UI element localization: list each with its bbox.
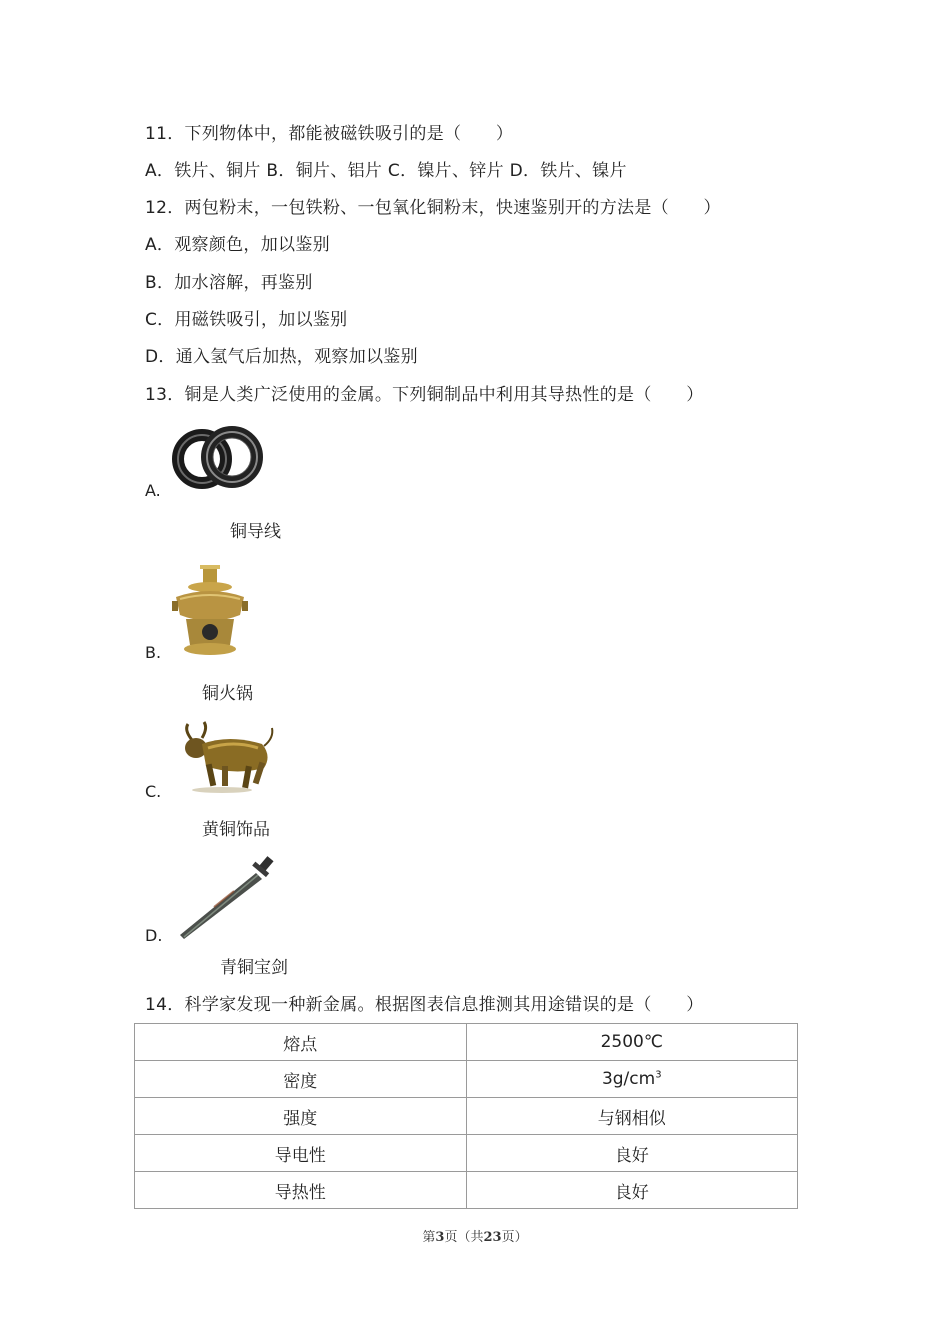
property-name: 导热性 — [135, 1172, 467, 1209]
question-13-option-d-caption: 青铜宝剑 — [220, 958, 288, 978]
footer-total-pages: 23 — [483, 1230, 502, 1245]
question-11-options: A．铁片、铜片 B．铜片、铝片 C．镍片、锌片 D．铁片、镍片 — [145, 161, 627, 181]
question-13-option-a-caption: 铜导线 — [230, 522, 281, 542]
property-value: 2500℃ — [466, 1024, 798, 1061]
metal-properties-table — [134, 1023, 798, 1209]
table-row — [135, 1135, 798, 1172]
page-footer — [0, 1226, 950, 1245]
question-13-option-c-caption: 黄铜饰品 — [202, 820, 270, 840]
question-13-option-c-letter: C. — [145, 782, 162, 801]
property-name: 强度 — [135, 1098, 467, 1135]
table-row — [135, 1024, 798, 1061]
property-value: 良好 — [466, 1172, 798, 1209]
table-row — [135, 1172, 798, 1209]
copper-hotpot-image — [170, 563, 250, 658]
question-12-option-b: B．加水溶解，再鉴别 — [145, 273, 313, 293]
question-12-stem: 12．两包粉末，一包铁粉、一包氧化铜粉末，快速鉴别开的方法是（ ） — [145, 198, 721, 218]
question-13-option-b-letter: B. — [145, 643, 162, 662]
footer-page-number: 3 — [435, 1230, 445, 1245]
question-13-option-d-letter: D. — [145, 926, 163, 945]
brass-bull-image — [174, 720, 276, 796]
question-12-option-d: D．通入氢气后加热，观察加以鉴别 — [145, 347, 418, 367]
question-11-stem: 11．下列物体中，都能被磁铁吸引的是（ ） — [145, 124, 514, 144]
footer-middle: 页（共 — [444, 1230, 484, 1245]
question-12-option-c: C．用磁铁吸引，加以鉴别 — [145, 310, 348, 330]
property-value — [466, 1061, 798, 1098]
table-row — [135, 1098, 798, 1135]
question-13-option-b-caption: 铜火锅 — [202, 684, 253, 704]
question-14-stem: 14．科学家发现一种新金属。根据图表信息推测其用途错误的是（ ） — [145, 995, 704, 1015]
property-value: 与钢相似 — [466, 1098, 798, 1135]
density-value: 3g/cm — [601, 1069, 656, 1089]
footer-suffix: 页） — [501, 1230, 528, 1245]
property-value: 良好 — [466, 1135, 798, 1172]
question-12-option-a: A．观察颜色，加以鉴别 — [145, 235, 330, 255]
copper-wire-image — [172, 425, 264, 493]
property-name: 密度 — [135, 1061, 467, 1098]
bronze-sword-image — [174, 855, 278, 941]
footer-prefix: 第 — [422, 1230, 436, 1245]
property-name: 导电性 — [135, 1135, 467, 1172]
property-name: 熔点 — [135, 1024, 467, 1061]
table-row — [135, 1061, 798, 1098]
density-exponent: 3 — [655, 1069, 662, 1081]
question-13-stem: 13．铜是人类广泛使用的金属。下列铜制品中利用其导热性的是（ ） — [145, 385, 704, 405]
question-13-option-a-letter: A. — [145, 481, 161, 500]
